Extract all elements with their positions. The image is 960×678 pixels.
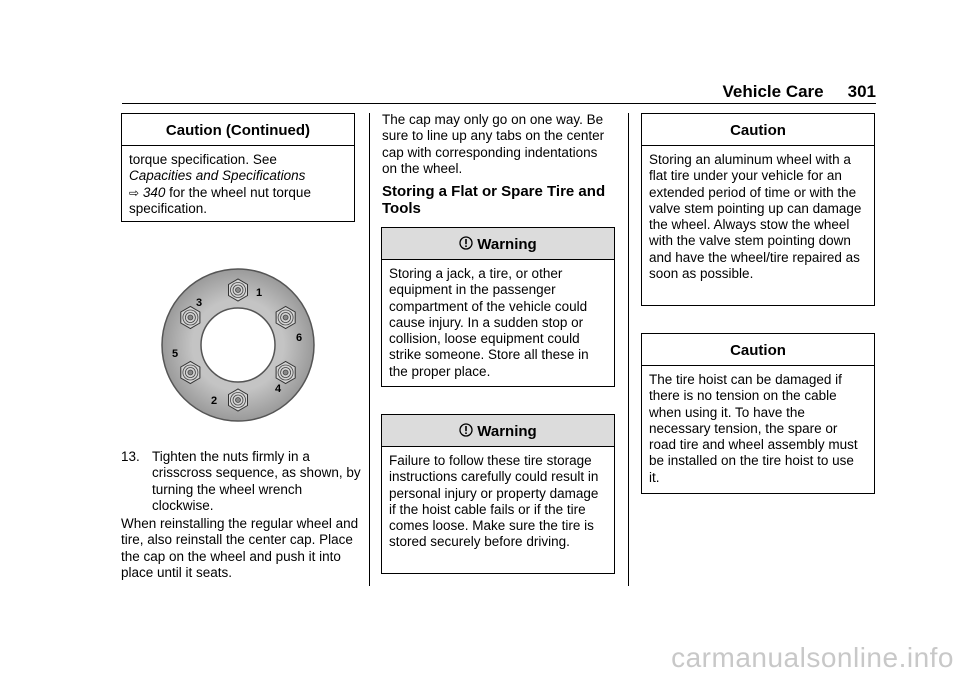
step-number: 13. [121,449,140,464]
watermark: carmanualsonline.info [671,642,954,673]
caution-continued-title: Caution (Continued) [122,114,354,146]
caution-2-title: Caution [642,334,874,366]
warning-1-title: Warning [477,236,537,253]
step-text: Tighten the nuts firmly in a crisscross sequence, as shown, by turning the wheel wrench clockwise. [152,449,361,513]
page-ref-number[interactable]: 340 [142,184,166,200]
warning-icon [459,423,473,437]
caution-continued-text-after: for the wheel nut torque specification. [129,184,311,216]
lug-label-1: 1 [256,287,263,299]
lug-nut [181,307,200,329]
lug-label-3: 3 [196,297,203,309]
page-number: 301 [847,82,876,101]
page-ref-icon: ⇨ [129,185,140,200]
lug-label-4: 4 [275,383,282,395]
column-divider-1 [369,113,370,586]
lug-nut [181,362,200,384]
center-hole [201,308,275,382]
step-13 [121,449,361,514]
caution-continued-body [122,146,354,223]
caution-box-1 [641,113,875,306]
page-header [122,82,876,102]
lug-nut [276,362,295,384]
warning-box-2 [381,414,615,574]
warning-icon [459,236,473,250]
caution-1-title: Caution [642,114,874,146]
caution-2-body: The tire hoist can be damaged if there is no tension on the cable when using it. To have the necessary tension, the spare or road tire and wheel assembly must be installed on the tire hoist to use it. [649,372,858,485]
header-rule [122,103,876,104]
lug-label-5: 5 [172,348,179,360]
warning-1-header [382,228,614,260]
warning-box-1 [381,227,615,387]
cap-paragraph: The cap may only go on one way. Be sure to line up any tabs on the center cap with corresponding indentations on the wheel. [382,112,605,176]
lug-label-6: 6 [296,332,303,344]
storing-heading: Storing a Flat or Spare Tire and Tools [382,183,606,217]
warning-2-body: Failure to follow these tire storage instructions carefully could result in personal injury or property damage if the hoist cable fails or if the tire comes loose. Make sure the tire is stored securely before driving. [389,453,599,550]
capacities-link[interactable]: Capacities and Specifications [129,168,306,184]
warning-1-body: Storing a jack, a tire, or other equipment in the passenger compartment of the vehicle could cause injury. In a sudden stop or collision, loose equipment could strike someone. Store all these in the proper place. [389,266,589,379]
lug-nut [229,279,248,301]
warning-2-title: Warning [477,423,537,440]
lug-nut [229,389,248,411]
caution-1-body: Storing an aluminum wheel with a flat tire under your vehicle for an extended period of time or with the valve stem pointing up can damage the wheel. Always stow the wheel with the valve stem pointing down and have the wheel/tire repaired as soon as possible. [649,152,862,282]
column-divider-2 [628,113,629,586]
lug-label-2: 2 [211,395,218,407]
caution-continued-box [121,113,355,222]
warning-2-header [382,415,614,447]
section-title: Vehicle Care [722,82,824,101]
caution-box-2 [641,333,875,494]
lug-nut [276,307,295,329]
caution-continued-text-before: torque specification. See [129,152,277,167]
reinstall-paragraph: When reinstalling the regular wheel and tire, also reinstall the center cap. Place the cap on the wheel and push it into place until it seats. [121,516,359,580]
lug-nut-sequence-diagram [160,265,320,425]
